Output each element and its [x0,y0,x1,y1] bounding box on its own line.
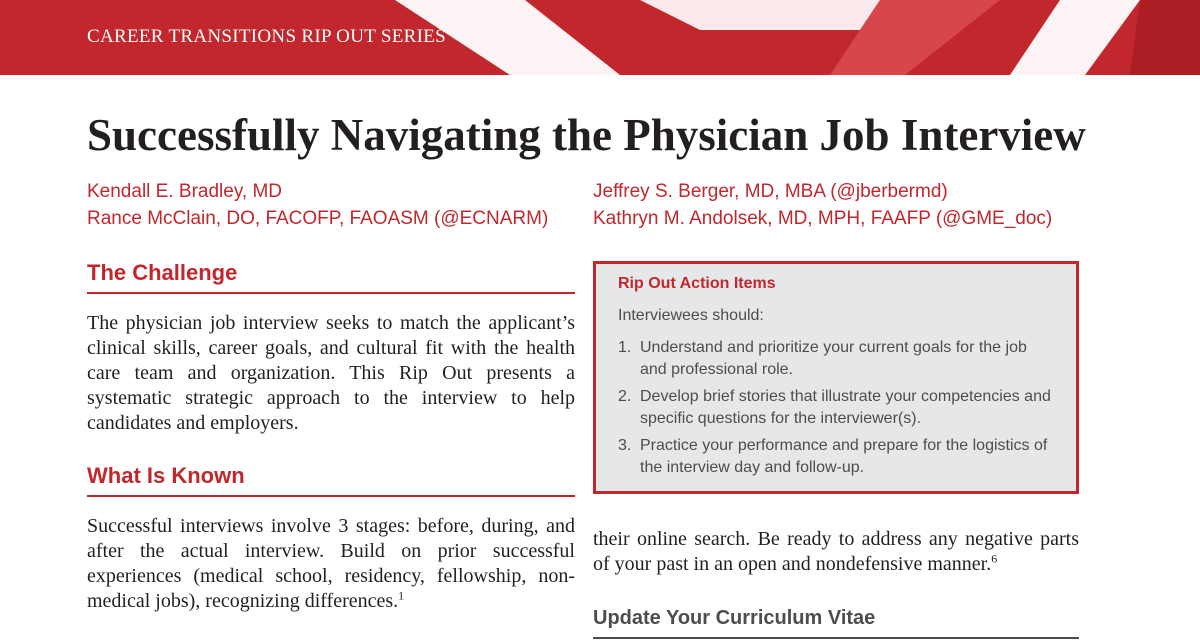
continued-body-text: their online search. Be ready to address any negative parts of your past in an open and nondefensive manner. [593,528,1079,575]
action-items-box [593,261,1079,494]
action-item-number: 1. [618,339,632,356]
authors-left [87,178,548,232]
known-body [87,514,575,614]
action-item [618,435,1056,479]
series-label: CAREER TRANSITIONS RIP OUT SERIES [87,26,446,47]
challenge-body: The physician job interview seeks to match the applicant’s clinical skills, career goals, and cultural fit with the health care team and organization. This Rip Out presents a systematic strategic approach to the interview to help candidates and employers. [87,312,575,434]
author-name: Kathryn M. Andolsek, MD, MPH, FAAFP (@GME_doc) [593,208,1053,229]
action-item [618,337,1056,381]
continued-reference: 6 [991,551,998,566]
cv-heading: Update Your Curriculum Vitae [593,603,1079,639]
author-name: Jeffrey S. Berger, MD, MBA (@jberbermd) [593,181,948,202]
article-title: Successfully Navigating the Physician Job Interview [87,110,1086,160]
action-item-text: Understand and prioritize your current goals for the job and professional role. [640,339,1027,378]
continued-body [593,527,1079,577]
known-body-text: Successful interviews involve 3 stages: before, during, and after the actual interview. Build on prior successful experiences (medical school, residency, fellowship, non-medical jobs), recognizing differences. [87,515,575,612]
challenge-heading: The Challenge [87,258,575,294]
known-reference: 1 [398,588,405,603]
action-items-title: Rip Out Action Items [618,275,776,292]
action-item-number: 2. [618,388,632,405]
action-items-list [618,337,1056,479]
action-item-number: 3. [618,437,632,454]
author-name: Rance McClain, DO, FACOFP, FAOASM (@ECNARM) [87,208,549,229]
author-name: Kendall E. Bradley, MD [87,181,283,202]
action-item-text: Develop brief stories that illustrate your competencies and specific questions for the interviewer(s). [640,388,1051,427]
action-item-text: Practice your performance and prepare for the logistics of the interview day and follow-up. [640,437,1048,476]
action-items-intro: Interviewees should: [618,307,764,324]
action-item [618,386,1056,430]
known-heading: What Is Known [87,461,575,497]
authors-right [593,178,1052,232]
